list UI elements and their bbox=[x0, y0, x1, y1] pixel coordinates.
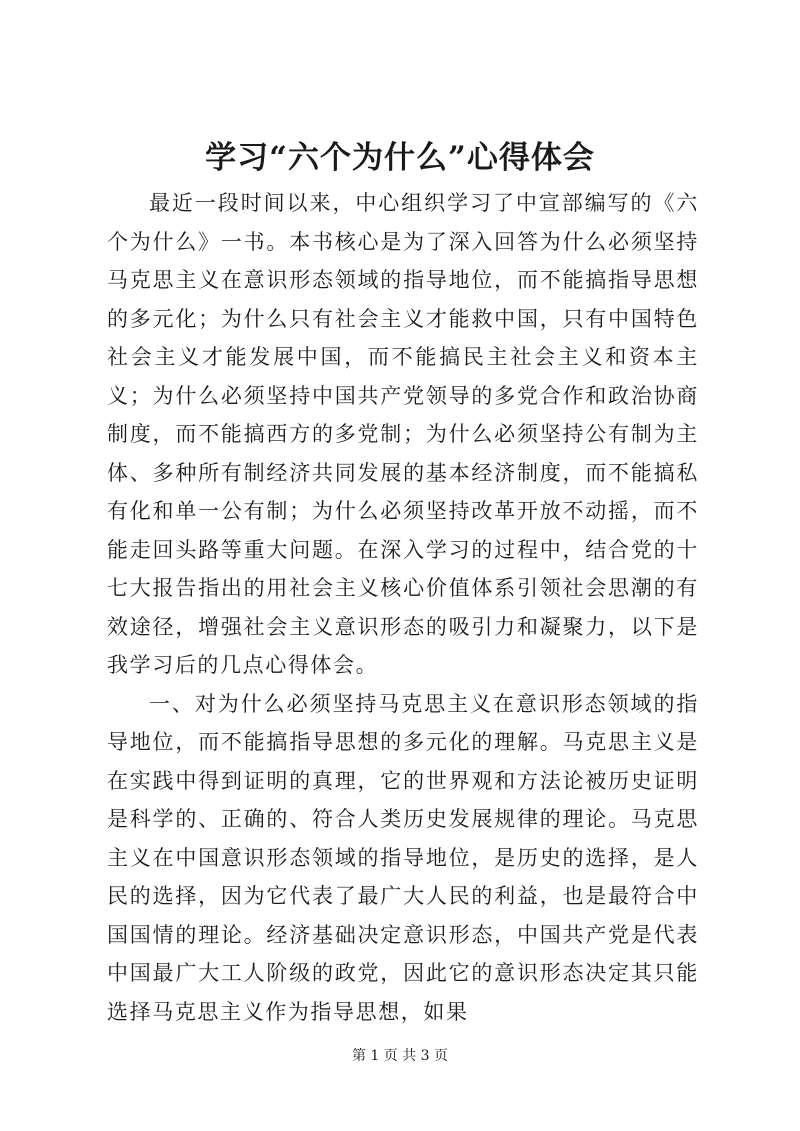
document-body bbox=[107, 184, 699, 1031]
paragraph-section-one: 一、对为什么必须坚持马克思主义在意识形态领域的指导地位，而不能搞指导思想的多元化的理解。马克思主义是在实践中得到证明的真理，它的世界观和方法论被历史证明是科学的、正确的、符合人类历史发展规律的理论。马克思主义在中国意识形态领域的指导地位，是历史的选择，是人民的选择，因为它代表了最广大人民的利益，也是最符合中国国情的理论。经济基础决定意识形态，中国共产党是代表中国最广大工人阶级的政党，因此它的意识形态决定其只能选择马克思主义作为指导思想，如果 bbox=[107, 691, 699, 1024]
paragraph-intro: 最近一段时间以来，中心组织学习了中宣部编写的《六个为什么》一书。本书核心是为了深入回答为什么必须坚持马克思主义在意识形态领域的指导地位，而不能搞指导思想的多元化；为什么只有社会主义才能救中国，只有中国特色社会主义才能发展中国，而不能搞民主社会主义和资本主义；为什么必须坚持中国共产党领导的多党合作和政治协商制度，而不能搞西方的多党制；为什么必须坚持公有制为主体、多种所有制经济共同发展的基本经济制度，而不能搞私有化和单一公有制；为什么必须坚持改革开放不动摇，而不能走回头路等重大问题。在深入学习的过程中，结合党的十七大报告指出的用社会主义核心价值体系引领社会思潮的有效途径，增强社会主义意识形态的吸引力和凝聚力，以下是我学习后的几点心得体会。 bbox=[107, 191, 699, 677]
page-footer: 第 1 页 共 3 页 bbox=[351, 1048, 449, 1064]
document-title: 学习“六个为什么”心得体会 bbox=[205, 140, 595, 176]
